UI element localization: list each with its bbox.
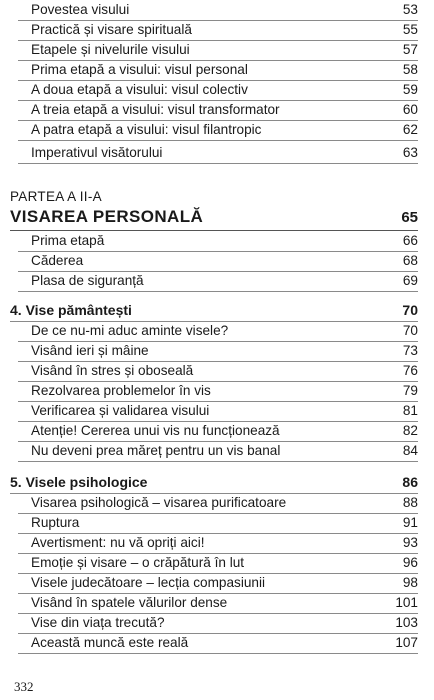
- toc-entry: [18, 574, 418, 594]
- toc-entry-title: Prima etapă: [31, 233, 105, 249]
- toc-entry: [18, 41, 418, 61]
- toc-entry: [18, 442, 418, 462]
- toc-entry-page: 101: [395, 595, 418, 611]
- toc-entry-page: 93: [402, 535, 418, 551]
- toc-entry-page: 96: [402, 555, 418, 571]
- toc-entry-page: 82: [402, 423, 418, 439]
- toc-entry-page: 53: [402, 2, 418, 18]
- chapter-title: 5. Visele psihologice: [10, 474, 148, 490]
- toc-entry: [18, 554, 418, 574]
- toc-entry: [18, 614, 418, 634]
- toc-entry: [18, 402, 418, 422]
- toc-entry: [18, 494, 418, 514]
- toc-entry-page: 79: [402, 383, 418, 399]
- chapter-heading: [10, 472, 418, 494]
- toc-entry-page: 73: [402, 343, 418, 359]
- part-label: PARTEA A II-A: [10, 189, 102, 204]
- toc-entry-title: A treia etapă a visului: visul transformator: [31, 102, 280, 118]
- toc-entry-page: 58: [402, 62, 418, 78]
- chapter-title: 4. Vise pământești: [10, 302, 132, 318]
- toc-entry-title: Visarea psihologică – visarea purificatoare: [31, 495, 287, 511]
- toc-entry-page: 62: [402, 122, 418, 138]
- toc-entry: [18, 634, 418, 654]
- toc-entry-title: Plasa de siguranță: [31, 273, 144, 289]
- toc-entry-page: 69: [402, 273, 418, 289]
- toc-entry: [18, 252, 418, 272]
- toc-entry-page: 88: [402, 495, 418, 511]
- toc-entry-page: 55: [402, 22, 418, 38]
- toc-entry-title: Visând în spatele vălurilor dense: [31, 595, 228, 611]
- toc-entry-title: Ruptura: [31, 515, 80, 531]
- toc-entry: [18, 422, 418, 442]
- toc-entry-page: 107: [395, 635, 418, 651]
- toc-entry: [18, 81, 418, 101]
- toc-entry-title: Nu deveni prea măreț pentru un vis banal: [31, 443, 281, 459]
- toc-entry-page: 57: [402, 42, 418, 58]
- toc-entry-page: 84: [402, 443, 418, 459]
- page-number: 332: [14, 679, 34, 694]
- toc-entry: [18, 342, 418, 362]
- toc-entry-title: Visând ieri și mâine: [31, 343, 149, 359]
- toc-entry: [18, 362, 418, 382]
- toc-entry: [18, 1, 418, 21]
- toc-entry-page: 76: [402, 363, 418, 379]
- chapter-page: 70: [402, 302, 418, 318]
- toc-entry-title: Avertisment: nu vă opriți aici!: [31, 535, 205, 551]
- toc-entry: [18, 272, 418, 292]
- toc-entry: [18, 61, 418, 81]
- part-title-row: [10, 205, 418, 231]
- toc-entry-page: 63: [402, 145, 418, 161]
- toc-entry-page: 91: [402, 515, 418, 531]
- toc-entry-title: Verificarea și validarea visului: [31, 403, 210, 419]
- toc-entry-page: 66: [402, 233, 418, 249]
- toc-entry-title: A doua etapă a visului: visul colectiv: [31, 82, 248, 98]
- toc-entry-title: Visând în stres și oboseală: [31, 363, 194, 379]
- toc-entry-page: 59: [402, 82, 418, 98]
- toc-entry-page: 103: [395, 615, 418, 631]
- toc-entry-title: A patra etapă a visului: visul filantropic: [31, 122, 262, 138]
- toc-entry: [18, 514, 418, 534]
- chapter-heading: [10, 300, 418, 322]
- toc-entry-page: 68: [402, 253, 418, 269]
- toc-entry: [18, 232, 418, 252]
- toc-entry: [18, 382, 418, 402]
- toc-entry-page: 98: [402, 575, 418, 591]
- toc-entry: [18, 101, 418, 121]
- toc-entry: [18, 534, 418, 554]
- toc-entry: [18, 144, 418, 164]
- toc-entry-title: Etapele și nivelurile visului: [31, 42, 190, 58]
- toc-entry-page: 70: [402, 323, 418, 339]
- toc-entry-title: Emoție și visare – o crăpătură în lut: [31, 555, 245, 571]
- toc-entry-title: Imperativul visătorului: [31, 145, 163, 161]
- chapter-page: 86: [402, 474, 418, 490]
- toc-entry: [18, 21, 418, 41]
- toc-entry-page: 60: [402, 102, 418, 118]
- toc-entry-title: Vise din viața trecută?: [31, 615, 165, 631]
- toc-entry-title: Povestea visului: [31, 2, 130, 18]
- toc-entry-title: De ce nu-mi aduc aminte visele?: [31, 323, 229, 339]
- toc-entry-title: Practică și visare spirituală: [31, 22, 192, 38]
- toc-entry-title: Atenție! Cererea unui vis nu funcționează: [31, 423, 280, 439]
- toc-entry: [18, 594, 418, 614]
- toc-entry-title: Această muncă este reală: [31, 635, 189, 651]
- toc-entry-title: Rezolvarea problemelor în vis: [31, 383, 211, 399]
- toc-entry-title: Visele judecătoare – lecția compasiunii: [31, 575, 266, 591]
- toc-entry-page: 81: [402, 403, 418, 419]
- part-title: VISAREA PERSONALĂ: [10, 207, 204, 226]
- part-title-page: 65: [401, 209, 418, 226]
- toc-entry: [18, 121, 418, 141]
- toc-entry-title: Căderea: [31, 253, 84, 269]
- toc-entry-title: Prima etapă a visului: visul personal: [31, 62, 248, 78]
- toc-entry: [18, 322, 418, 342]
